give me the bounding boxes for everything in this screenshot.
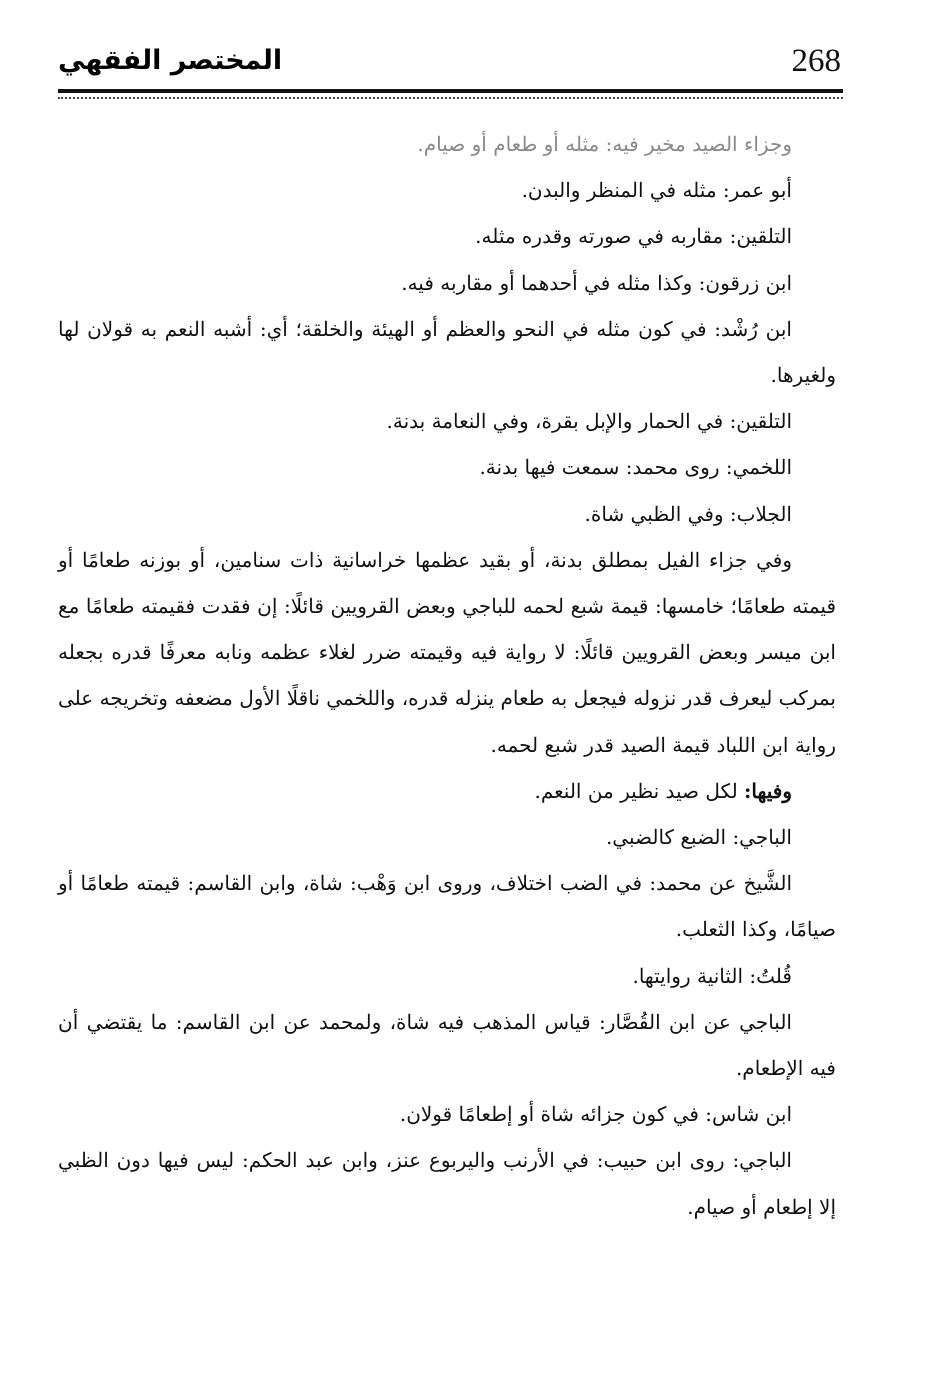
- page-number: 268: [791, 43, 841, 79]
- paragraph: قُلتُ: الثانية روايتها.: [632, 963, 792, 988]
- page-body: [58, 121, 836, 1230]
- paragraph: الجلاب: وفي الظبي شاة.: [584, 501, 792, 526]
- paragraph: اللخمي: روى محمد: سمعت فيها بدنة.: [479, 455, 792, 480]
- paragraph: وجزاء الصيد مخير فيه: مثله أو طعام أو صيام.: [417, 132, 792, 156]
- paragraph: أبو عمر: مثله في المنظر والبدن.: [521, 178, 792, 203]
- paragraph: الباجي: الضبع كالضبي.: [605, 825, 792, 850]
- paragraph: الشَّيخ عن محمد: في الضب اختلاف، وروى ابن وَهْب: شاة، وابن القاسم: قيمته طعامًا أو صيامًا، وكذا الثعلب.: [58, 871, 836, 942]
- header-rule: [58, 89, 843, 99]
- paragraph: ابن شاس: في كون جزائه شاة أو إطعامًا قولان.: [399, 1102, 792, 1127]
- paragraph-lead: وفيها:: [744, 778, 792, 803]
- paragraph: وفيها: لكل صيد نظير من النعم.: [534, 778, 792, 803]
- paragraph: الباجي: روى ابن حبيب: في الأرنب واليربوع عنز، وابن عبد الحكم: ليس فيها دون الظبي إلا إطعام أو صيام.: [58, 1148, 836, 1219]
- paragraph: ابن زرقون: وكذا مثله في أحدهما أو مقاربه فيه.: [401, 270, 792, 295]
- running-title: المختصر الفقهي: [58, 45, 283, 76]
- paragraph: الباجي عن ابن القُصَّار: قياس المذهب فيه شاة، ولمحمد عن ابن القاسم: ما يقتضي أن فيه الإطعام.: [58, 1009, 836, 1081]
- paragraph: التلقين: مقاربه في صورته وقدره مثله.: [475, 224, 792, 249]
- paragraph: وفي جزاء الفيل بمطلق بدنة، أو بقيد عظمها خراسانية ذات سنامين، أو بوزنه طعامًا أو قيمته طعامًا؛ خامسها: قيمة شبع لحمه للباجي وبعض القرويين قائلًا: إن فقدت فقيمته طعامًا مع ابن ميسر وبعض القرويين قائلًا: لا رواية فيه وقيمته ضرر لغلاء عظمه ونابه معرفًا قدره بجعله بمركب ليعرف قدر نزوله فيجعل به طعام ينزله قدره، واللخمي ناقلًا الأول مضعفه وتخريجه على رواية ابن اللباد قيمة الصيد قدر شبع لحمه.: [58, 547, 836, 757]
- page-header: [58, 34, 841, 92]
- paragraph: التلقين: في الحمار والإبل بقرة، وفي النعامة بدنة.: [386, 409, 792, 434]
- paragraph: ابن رُشْد: في كون مثله في النحو والعظم أو الهيئة والخلقة؛ أي: أشبه النعم به قولان لها ولغيرها.: [58, 316, 836, 388]
